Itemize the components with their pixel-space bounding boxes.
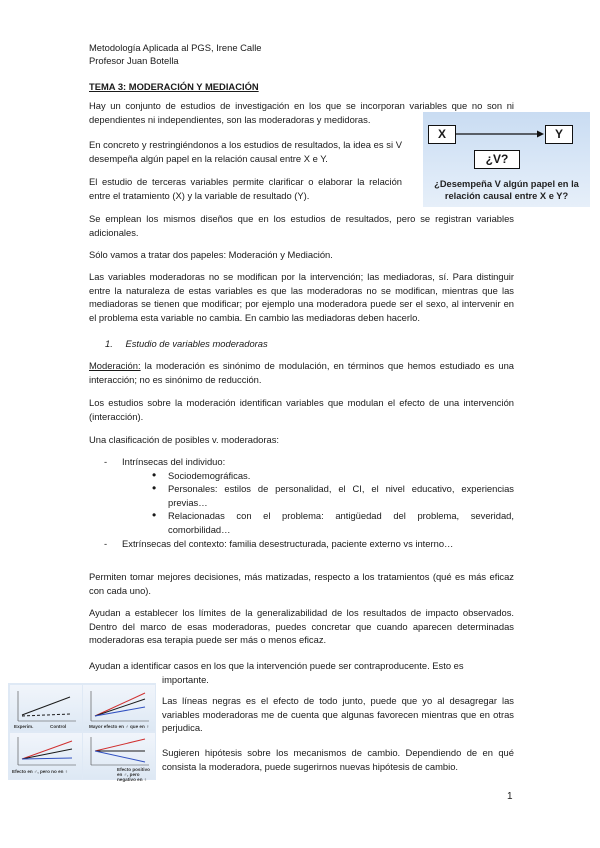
paragraph-third-variables: El estudio de terceras variables permite clarificar o elaborar la relación entre el tratamiento (X) y la variable de resultado (Y). bbox=[89, 176, 402, 201]
list-item bbox=[104, 455, 514, 537]
bullet-item: • Personales: estilos de personalidad, el CI, el nivel educativo, experiencias previas… bbox=[148, 482, 514, 509]
diagram-caption-line1: ¿Desempeña V algún papel en la bbox=[434, 179, 579, 189]
paragraph-classification: Una clasificación de posibles v. moderadoras: bbox=[89, 434, 280, 445]
paragraph-counterproductive-line1: Ayudan a identificar casos en los que la intervención puede ser contraproducente. Esto es bbox=[89, 660, 464, 671]
paragraph-moderation-studies: Los estudios sobre la moderación identifican variables que modulan el efecto de una intervención (interacción). bbox=[89, 397, 514, 422]
figure-panel bbox=[83, 685, 155, 731]
interaction-figures bbox=[8, 683, 156, 780]
paragraph-roles: Sólo vamos a tratar dos papeles: Moderación y Mediación. bbox=[89, 249, 333, 260]
figure-caption: Mayor efecto en ♂ que en ♀ bbox=[89, 724, 150, 729]
header-professor: Profesor Juan Botella bbox=[89, 55, 179, 66]
paragraph-concrete: En concreto y restringiéndonos a los estudios de resultados, la idea es si V desempeña algún papel en la relación causal entre X e Y. bbox=[89, 139, 402, 164]
paragraph-decisions: Permiten tomar mejores decisiones, más matizadas, respecto a los tratamientos (qué es más eficaz con cada uno). bbox=[89, 571, 514, 596]
paragraph-counterproductive-line2: importante. bbox=[162, 674, 209, 685]
figure-caption: Experim. bbox=[14, 724, 34, 729]
section-title: Estudio de variables moderadoras bbox=[125, 338, 268, 349]
list-item-label: Intrínsecas del individuo: bbox=[122, 456, 226, 467]
header-course: Metodología Aplicada al PGS, Irene Calle bbox=[89, 42, 262, 53]
figure-panel bbox=[10, 733, 82, 779]
figure-panel bbox=[83, 733, 155, 782]
diagram-caption-line2: relación causal entre X e Y? bbox=[444, 191, 569, 201]
paragraph-hypotheses: Sugieren hipótesis sobre los mecanismos de cambio. Dependiendo de en qué consista la moderadora, puede sugerirnos nuevas hipótesis de cambio. bbox=[162, 747, 514, 772]
moderation-def-text: la moderación es sinónimo de modulación, en términos que hemos estudiado es una interacción; no es sinónimo de reducción. bbox=[89, 360, 514, 385]
paragraph-designs: Se emplean los mismos diseños que en los estudios de resultados, pero se registran variables adicionales. bbox=[89, 213, 514, 238]
diagram-caption bbox=[423, 178, 590, 202]
section-heading bbox=[105, 337, 268, 351]
page-title: TEMA 3: MODERACIÓN Y MEDIACIÓN bbox=[89, 81, 259, 92]
paragraph-generalizability: Ayudan a establecer los límites de la generalizabilidad de los resultados de impacto observados. Dentro del marco de esas moderadoras, puedes concretar que cuando aparecen determinadas moderadoras esa terapia puede ser más o menos eficaz. bbox=[89, 607, 514, 646]
paragraph-moderation-def bbox=[89, 359, 514, 386]
list-item: - Extrínsecas del contexto: familia desestructurada, paciente externo vs interno… bbox=[104, 537, 514, 551]
figure-caption: Efecto en ♂, pero no en ♀ bbox=[12, 769, 69, 774]
figure-panel bbox=[10, 685, 82, 731]
diagram-box-v: ¿V? bbox=[474, 150, 520, 169]
document-header bbox=[89, 41, 389, 67]
page-number: 1 bbox=[507, 791, 513, 802]
bullet-item: • Sociodemográficas. bbox=[148, 469, 514, 483]
term-moderation: Moderación: bbox=[89, 360, 141, 371]
moderators-list bbox=[104, 455, 514, 550]
paragraph-moderators-vs-mediators: Las variables moderadoras no se modifican por la intervención; las mediadoras, sí. Para distinguir entre la naturaleza de estas variables es que las moderadoras no se modifican, mientras que las mediadoras se tienen que modificar; por ejemplo una moderadora puede ser el sexo, al intervenir en el problema esta variable no cambia. En cambio las mediadoras deben hacerlo. bbox=[89, 271, 514, 323]
causal-diagram bbox=[423, 112, 590, 207]
diagram-box-y: Y bbox=[545, 125, 573, 144]
bullet-item: • Relacionadas con el problema: antigüedad del problema, severidad, comorbilidad… bbox=[148, 509, 514, 536]
section-number: 1. bbox=[105, 338, 113, 349]
arrow-icon bbox=[423, 112, 590, 152]
figure-caption: Control bbox=[50, 724, 67, 729]
paragraph-black-lines: Las líneas negras es el efecto de todo junto, puede que yo al desagregar las variables moderadoras me de cuenta que algunas favorecen mientras que en otras perjudica. bbox=[162, 695, 514, 734]
figure-caption: Efecto positivo en ♂, pero negativo en ♀ bbox=[117, 767, 150, 782]
paragraph-intro: Hay un conjunto de estudios de investigación en los que se incorporan variables que no son ni dependientes ni independientes, son las moderadoras y medidoras. bbox=[89, 100, 514, 125]
diagram-box-x: X bbox=[428, 125, 456, 144]
